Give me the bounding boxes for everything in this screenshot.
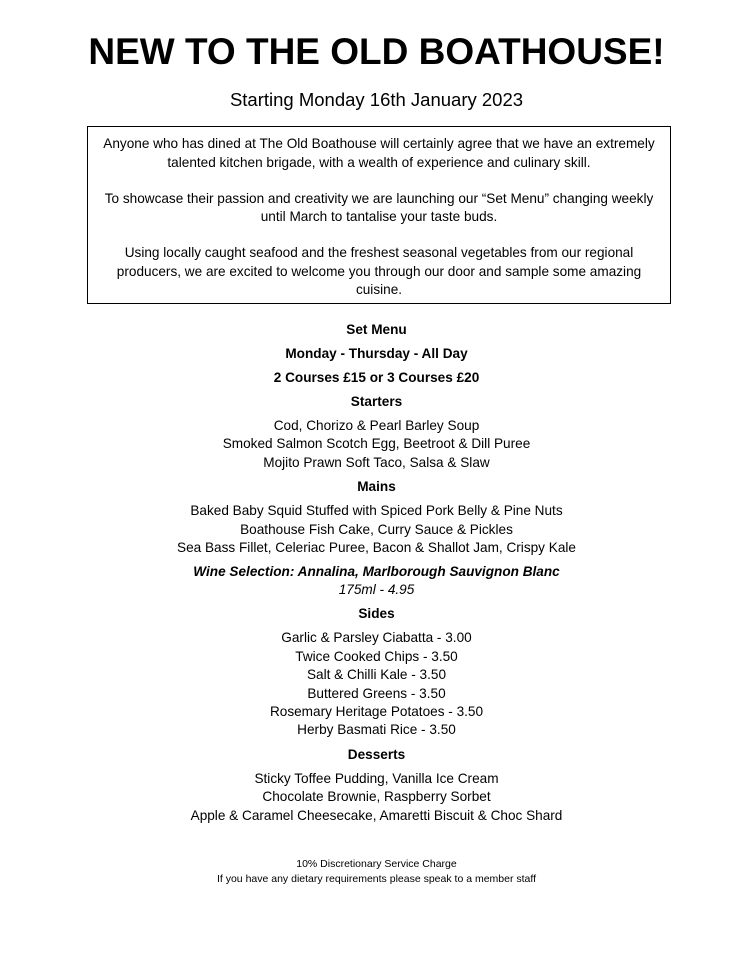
dietary-note: If you have any dietary requirements please speak to a member staff xyxy=(216,873,537,885)
menu-item: Baked Baby Squid Stuffed with Spiced Pork Belly & Pine Nuts xyxy=(190,503,563,519)
intro-paragraph: Using locally caught seafood and the freshest seasonal vegetables from our regional producers, we are excited to welcome you through our door and sample some amazing cuisine. xyxy=(116,245,642,297)
menu-item: Chocolate Brownie, Raspberry Sorbet xyxy=(262,789,491,805)
wine-price: 175ml - 4.95 xyxy=(338,582,415,598)
footer xyxy=(0,857,753,887)
set-menu xyxy=(0,321,753,825)
section-heading-starters: Starters xyxy=(350,394,403,409)
section-heading-mains: Mains xyxy=(357,479,396,495)
sides-section xyxy=(0,605,753,739)
menu-item: Apple & Caramel Cheesecake, Amaretti Biscuit & Choc Shard xyxy=(190,807,563,823)
menu-item: Salt & Chilli Kale - 3.50 xyxy=(306,667,447,683)
menu-item: Smoked Salmon Scotch Egg, Beetroot & Dill Puree xyxy=(222,436,531,452)
section-heading-desserts: Desserts xyxy=(347,746,406,762)
intro-box xyxy=(87,126,671,304)
menu-item: Sticky Toffee Pudding, Vanilla Ice Cream xyxy=(254,770,499,786)
menu-item: Rosemary Heritage Potatoes - 3.50 xyxy=(269,704,484,720)
pricing-text: 2 Courses £15 or 3 Courses £20 xyxy=(273,370,480,385)
intro-paragraph: Anyone who has dined at The Old Boathouse will certainly agree that we have an extremely talented kitchen brigade, with a wealth of experience and culinary skill. xyxy=(103,136,655,170)
starters-section xyxy=(0,393,753,472)
menu-item: Twice Cooked Chips - 3.50 xyxy=(295,648,458,664)
menu-item: Cod, Chorizo & Pearl Barley Soup xyxy=(273,418,480,433)
menu-item: Garlic & Parsley Ciabatta - 3.00 xyxy=(281,630,472,646)
page-title: NEW TO THE OLD BOATHOUSE! xyxy=(88,31,665,72)
menu-item: Buttered Greens - 3.50 xyxy=(307,685,446,701)
set-menu-heading: Set Menu xyxy=(346,322,407,337)
service-charge-note: 10% Discretionary Service Charge xyxy=(296,858,457,870)
menu-item: Herby Basmati Rice - 3.50 xyxy=(297,722,456,738)
availability-text: Monday - Thursday - All Day xyxy=(285,346,468,361)
desserts-section xyxy=(0,746,753,825)
mains-section xyxy=(0,478,753,557)
page-subtitle: Starting Monday 16th January 2023 xyxy=(229,89,524,110)
menu-item: Mojito Prawn Soft Taco, Salsa & Slaw xyxy=(263,454,490,470)
wine-selection: Wine Selection: Annalina, Marlborough Sauvignon Blanc xyxy=(193,564,560,580)
menu-item: Boathouse Fish Cake, Curry Sauce & Pickles xyxy=(240,521,513,537)
wine-section xyxy=(0,563,753,599)
intro-paragraph: To showcase their passion and creativity we are launching our “Set Menu” changing weekly until March to tantalise your taste buds. xyxy=(104,190,654,224)
section-heading-sides: Sides xyxy=(358,606,395,622)
menu-item: Sea Bass Fillet, Celeriac Puree, Bacon & Shallot Jam, Crispy Kale xyxy=(177,540,576,556)
